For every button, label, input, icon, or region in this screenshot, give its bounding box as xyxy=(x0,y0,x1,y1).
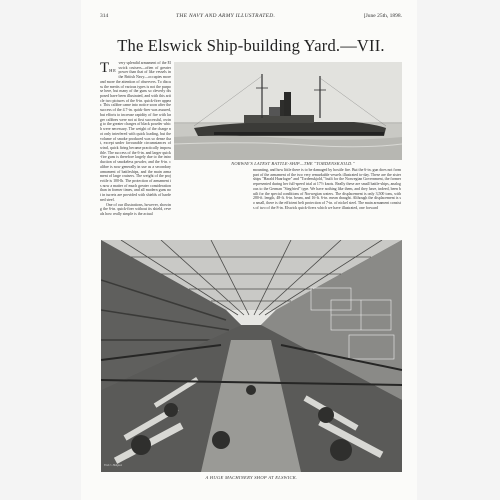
publication-title: THE NAVY AND ARMY ILLUSTRATED. xyxy=(176,13,276,19)
machinery-shop-photo xyxy=(101,240,402,472)
text-column-2 xyxy=(253,168,401,241)
paragraph-text: very splendid armament of the Elswick cruisers—often of greater power than that of like vessels in the British Navy—occupies more and more the attention of observers. To discuss the merits of various types is not the purpose here, but many of the guns so cleverly disposed have been illustrated, and with this article two pictures of the 6-in. quick-firer appear. This calibre came into notice soon after the success of the 4.7-in. quick-firer was assured, but efforts to increase rapidity of fire with larger calibres were not at first successful, owing to the greater charges of black powder which were necessary. The weight of the charge not only interfered with quick loading, but the volume of smoke produced was so dense that, except under favourable circumstances of wind, quick firing became practically impossible. The success of the 6-in. and larger quick-fire guns is therefore largely due to the introduction of smokeless powder, and the 6-in. calibre is now generally in use as a secondary armament of battleships, and the main armament of large cruisers. The weight of the projectile is 100-lb. The protection of armament is now a matter of much greater consideration than in former times, and all modern guns not in turrets are provided with shields of hardened steel. xyxy=(100,61,171,202)
article-title: The Elswick Ship-building Yard.—VII. xyxy=(117,36,385,55)
machinery-shop-illustration xyxy=(101,240,402,472)
paragraph: One of our illustrations, however, showing the 6-in. quick-firer without its shield, reveals how really simple is the actual xyxy=(100,202,171,216)
issue-date: [June 25th, 1898. xyxy=(363,13,402,19)
text-column-1 xyxy=(100,61,171,243)
paragraph xyxy=(100,61,171,203)
battleship-photo xyxy=(174,62,402,160)
drop-cap: THE xyxy=(100,61,117,76)
photo-credit: Fred C. Hodgson xyxy=(104,464,122,467)
battleship-illustration xyxy=(174,62,402,160)
page-number: 314 xyxy=(100,13,109,19)
machinery-shop-caption: A HUGE MACHINERY SHOP AT ELSWICK. xyxy=(205,475,298,480)
battleship-caption: NORWAY'S LATEST BATTLE-SHIP—THE "TORDENSKJOLD." xyxy=(231,161,355,166)
paragraph: mounting, and how little there is to be damaged by hostile fire. But the 6-in. gun does not form part of the armament of the two very remarkable vessels illustrated to-day. These are the sister ships "Harald Haarfagre" and "Tordenskjold," built for the Norwegian Government, the former represented during her full-speed trial at 17½ knots. Really these are small battle-ships, analogous to the German "Siegfried" type. We have nothing like them, and they have, indeed, been built for the special conditions of Norwegian waters. The displacement is only 3,500 tons, with 280-ft. length, 48-ft. 6-in. beam, and 16-ft. 6-in. mean draught. Although the displacement is so small, there is the efficient belt protection of 7-in. of nickel steel. The main armament consists of two of the 8-in. Elswick quick-firers which we have illustrated, one forward xyxy=(253,168,401,210)
running-header xyxy=(100,11,402,21)
